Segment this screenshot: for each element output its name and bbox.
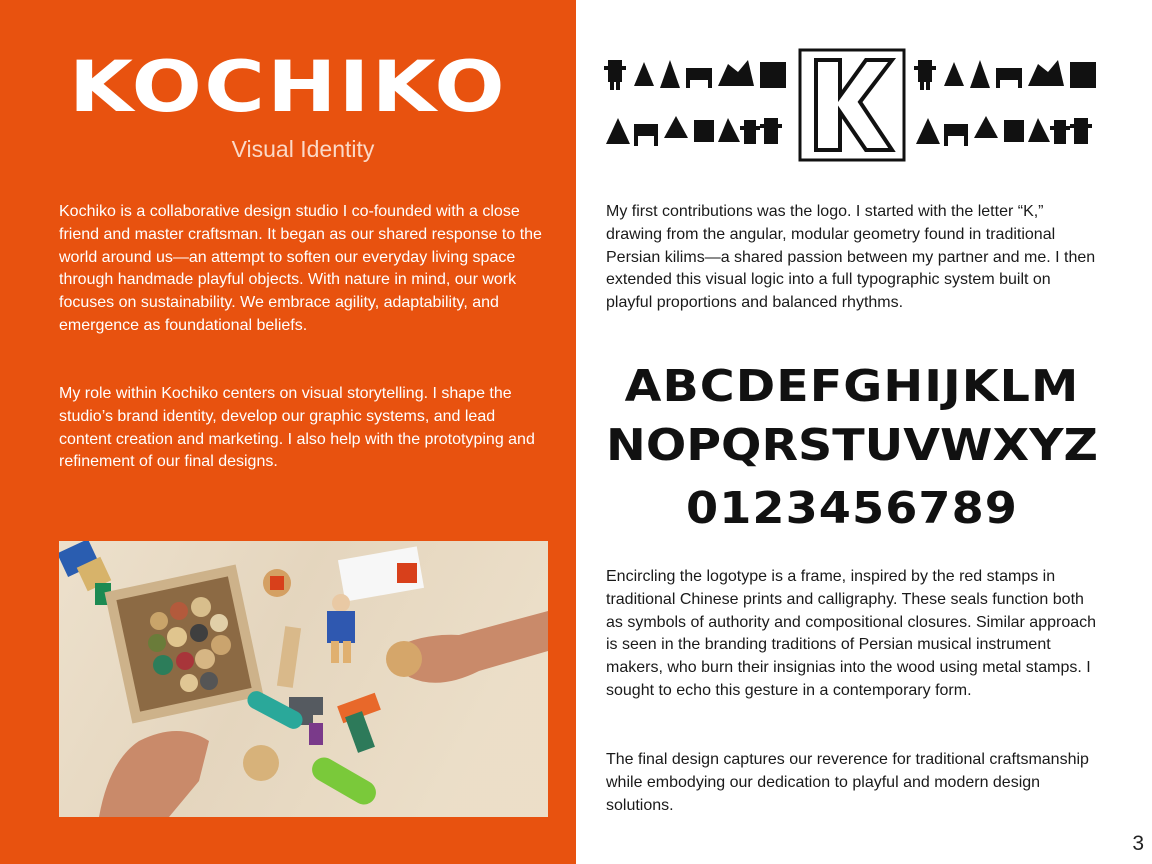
wooden-toys-photo [59,541,548,817]
logo-paragraph: My first contributions was the logo. I started with the letter “K,” drawing from the angular, modular geometry found in traditional Persian kilims—a shared passion between my partner and me. I then extended this visual logic into a full typographic system built on playful proportions and balanced rhythms. [606,203,1096,312]
alphabet-row-digits: 0123456789 [686,483,1018,534]
logo-mark-icon [604,46,1100,164]
brand-subtitle: Visual Identity [231,136,375,162]
brand-title: KOCHIKO [68,46,508,128]
role-paragraph: My role within Kochiko centers on visual storytelling. I shape the studio’s brand identity, develop our graphic systems, and lead content creation and marketing. I also help with the prototyping and refinement of our final designs. [59,385,535,471]
closing-paragraph: The final design captures our reverence for traditional craftsmanship while embodying our dedication to playful and modern design solutions. [606,751,1089,814]
intro-paragraph: Kochiko is a collaborative design studio I co-founded with a close friend and master craftsman. It began as our shared response to the world around us—an attempt to soften our everyday living space through handmade playful objects. With nature in mind, our work focuses on sustainability. We embrace agility, adaptability, and emergence as foundational beliefs. [59,203,542,334]
page-number: 3 [1132,832,1144,855]
photo-illustration [59,541,548,817]
alphabet-row-uppercase-a-m: ABCDEFGHIJKLM [624,361,1080,412]
frame-paragraph: Encircling the logotype is a frame, inspired by the red stamps in traditional Chinese prints and calligraphy. These seals function both as symbols of authority and compositional closures. Similar approach is seen in the branding traditions of Persian musical instrument makers, who burn their insignias into the wood using metal stamps. I sought to echo this gesture in a contemporary form. [606,568,1097,699]
alphabet-row-uppercase-n-z: NOPQRSTUVWXYZ [606,420,1098,471]
kochiko-k-logo-kilim-frame [604,46,1100,164]
